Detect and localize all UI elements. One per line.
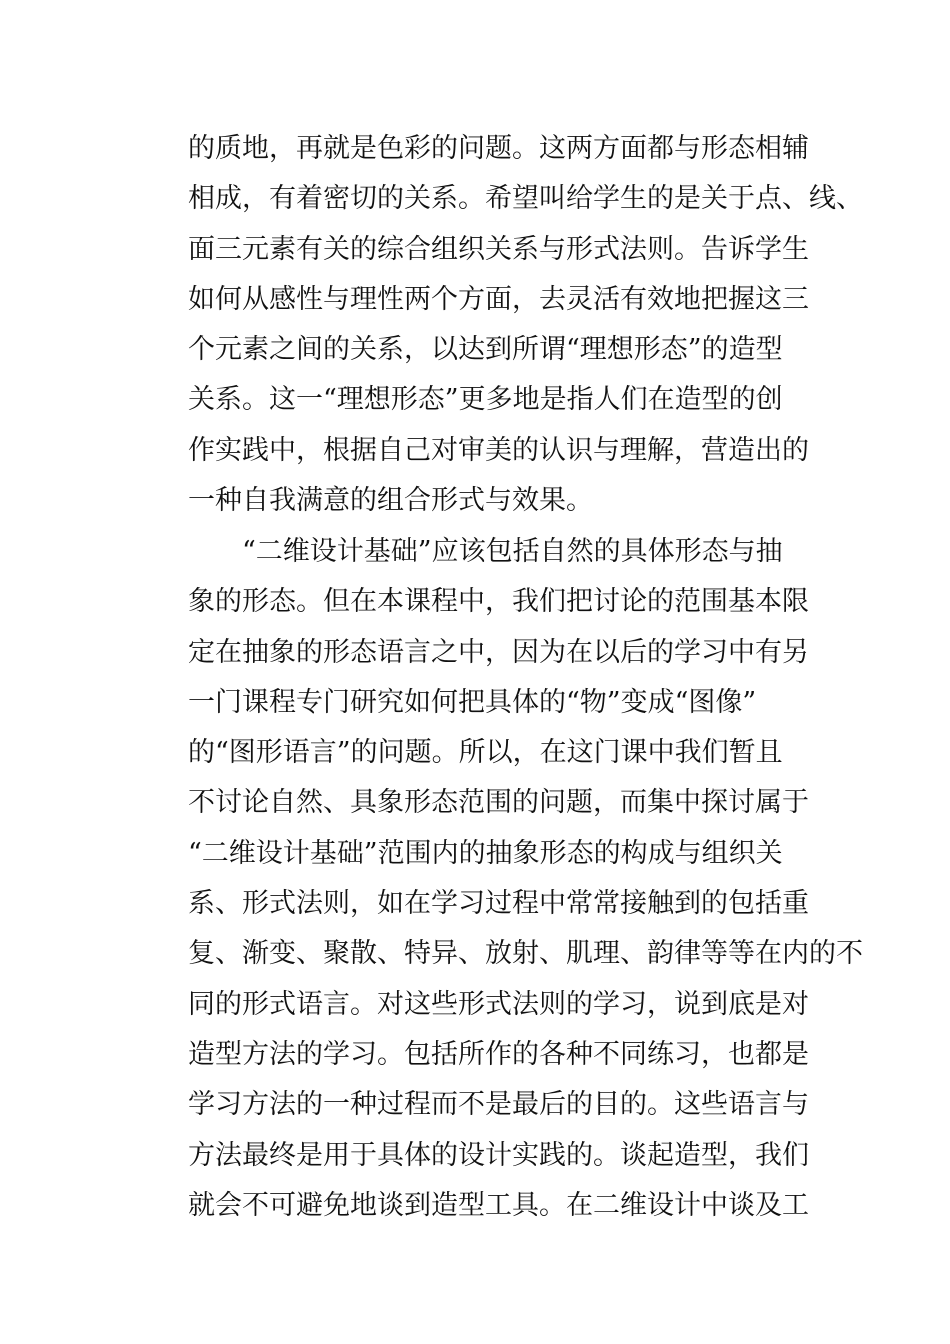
paragraph-line: 关系。这一“理想形态”更多地是指人们在造型的创	[188, 384, 783, 416]
paragraph-line: 的“图形语言”的问题。所以，在这门课中我们暂且	[188, 737, 783, 769]
paragraph-1	[188, 124, 863, 526]
paragraph-line: 如何从感性与理性两个方面，去灵活有效地把握这三	[188, 283, 809, 315]
paragraph-line: 学习方法的一种过程而不是最后的目的。这些语言与	[188, 1089, 809, 1121]
paragraph-line: 个元素之间的关系，以达到所谓“理想形态”的造型	[188, 334, 783, 366]
paragraph-line: 定在抽象的形态语言之中，因为在以后的学习中有另	[188, 636, 809, 668]
paragraph-line: 复、渐变、聚散、特异、放射、肌理、韵律等等在内的不	[188, 938, 863, 970]
paragraph-line: 的质地，再就是色彩的问题。这两方面都与形态相辅	[188, 133, 809, 164]
paragraph-line: 象的形态。但在本课程中，我们把讨论的范围基本限	[188, 586, 809, 618]
paragraph-line: “二维设计基础”范围内的抽象形态的构成与组织关	[188, 837, 783, 869]
paragraph-line: 造型方法的学习。包括所作的各种不同练习，也都是	[188, 1038, 809, 1070]
paragraph-line: 作实践中，根据自己对审美的认识与理解，营造出的	[188, 434, 809, 466]
paragraph-line: 不讨论自然、具象形态范围的问题，而集中探讨属于	[188, 787, 809, 819]
paragraph-line: “二维设计基础”应该包括自然的具体形态与抽	[242, 536, 783, 567]
paragraph-line: 一门课程专门研究如何把具体的“物”变成“图像”	[188, 686, 757, 718]
paragraph-line: 就会不可避免地谈到造型工具。在二维设计中谈及工	[188, 1189, 809, 1221]
paragraph-line: 系、形式法则，如在学习过程中常常接触到的包括重	[188, 888, 809, 920]
paragraph-2	[188, 527, 863, 1231]
paragraph-line: 同的形式语言。对这些形式法则的学习，说到底是对	[188, 988, 809, 1020]
paragraph-line: 方法最终是用于具体的设计实践的。谈起造型，我们	[188, 1139, 809, 1171]
paragraph-line: 面三元素有关的综合组织关系与形式法则。告诉学生	[188, 233, 809, 265]
paragraph-line: 相成，有着密切的关系。希望叫给学生的是关于点、线、	[188, 183, 863, 215]
paragraph-line: 一种自我满意的组合形式与效果。	[188, 485, 593, 517]
